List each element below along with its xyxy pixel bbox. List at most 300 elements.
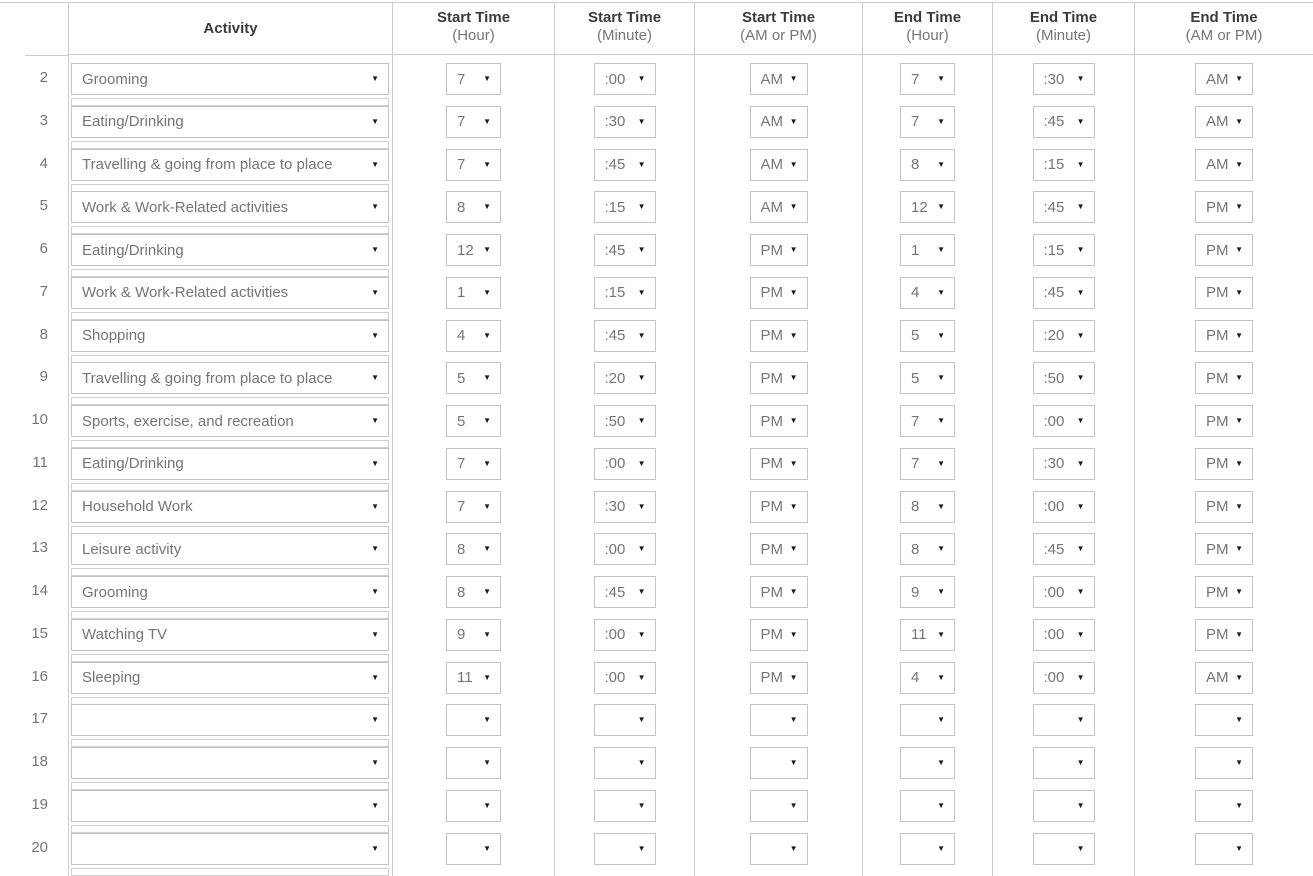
end-ampm-select[interactable]: [1195, 320, 1253, 352]
start-minute-select[interactable]: [594, 533, 656, 565]
start-hour-select-value: 5: [457, 412, 466, 430]
column-header-label: End Time: [1029, 9, 1098, 26]
dropdown-arrow-icon: ▼: [937, 800, 945, 810]
dropdown-arrow-icon: ▼: [371, 159, 379, 169]
activity-select[interactable]: [71, 491, 389, 523]
start-minute-select[interactable]: [594, 790, 656, 822]
end-minute-cell: [993, 611, 1135, 654]
start-hour-cell: [393, 141, 555, 184]
start-hour-cell: [393, 55, 555, 98]
dropdown-arrow-icon: ▼: [937, 116, 945, 126]
dropdown-arrow-icon: ▼: [483, 758, 491, 767]
dropdown-arrow-icon: ▼: [637, 501, 646, 511]
start-minute-column-header: [555, 3, 695, 55]
end-minute-select-value: :00: [1043, 498, 1065, 515]
start-ampm-select[interactable]: [750, 833, 808, 865]
dropdown-arrow-icon: ▼: [637, 458, 646, 468]
activity-cell: [69, 141, 393, 184]
end-ampm-cell: [1135, 782, 1313, 825]
activity-select[interactable]: [71, 662, 389, 694]
dropdown-arrow-icon: ▼: [937, 843, 945, 853]
end-minute-select[interactable]: [1033, 405, 1095, 437]
end-ampm-cell: [1135, 525, 1313, 568]
dropdown-arrow-icon: ▼: [1076, 159, 1085, 169]
start-ampm-select[interactable]: [750, 191, 808, 223]
activity-select[interactable]: [71, 320, 389, 352]
activity-select[interactable]: [71, 833, 389, 865]
dropdown-arrow-icon: ▼: [789, 287, 798, 297]
column-header-sublabel: (AM or PM): [740, 27, 817, 44]
end-hour-cell: [863, 825, 993, 868]
activity-cell: [69, 611, 393, 654]
column-header-sublabel: (Hour): [452, 27, 495, 44]
start-minute-select-value: :45: [604, 241, 626, 259]
end-hour-select[interactable]: [900, 191, 955, 223]
dropdown-arrow-icon: ▼: [637, 245, 646, 254]
dropdown-arrow-icon: ▼: [937, 629, 945, 639]
end-ampm-select[interactable]: [1195, 576, 1253, 608]
start-hour-select[interactable]: [446, 234, 501, 266]
end-hour-cell: [863, 226, 993, 269]
start-hour-select[interactable]: [446, 448, 501, 480]
end-ampm-select-value: PM: [1206, 369, 1229, 387]
column-header-label: Start Time: [587, 9, 662, 26]
dropdown-arrow-icon: ▼: [371, 800, 379, 810]
activity-cell: [69, 183, 393, 226]
start-ampm-cell: [695, 483, 863, 526]
start-ampm-column-header: [695, 3, 863, 55]
end-hour-select[interactable]: [900, 533, 955, 565]
dropdown-arrow-icon: ▼: [789, 629, 798, 639]
start-hour-select[interactable]: [446, 405, 501, 437]
dropdown-arrow-icon: ▼: [483, 501, 491, 511]
end-hour-select[interactable]: [900, 790, 955, 822]
end-hour-select-value: 5: [911, 327, 920, 344]
dropdown-arrow-icon: ▼: [1235, 416, 1243, 425]
dropdown-arrow-icon: ▼: [789, 544, 798, 554]
start-ampm-cell: [695, 782, 863, 825]
dropdown-arrow-icon: ▼: [937, 287, 945, 297]
start-ampm-select[interactable]: [750, 149, 808, 181]
start-hour-select[interactable]: [446, 63, 501, 95]
dropdown-arrow-icon: ▼: [371, 587, 379, 596]
start-hour-select-value: 8: [457, 583, 466, 601]
end-minute-cell: [993, 226, 1135, 269]
start-hour-select[interactable]: [446, 491, 501, 523]
end-hour-select[interactable]: [900, 405, 955, 437]
end-minute-select[interactable]: [1033, 149, 1095, 181]
filler-cell: [993, 867, 1135, 876]
dropdown-arrow-icon: ▼: [483, 116, 491, 126]
activity-cell: [69, 269, 393, 312]
activity-select[interactable]: [71, 362, 389, 394]
start-hour-select[interactable]: [446, 833, 501, 865]
dropdown-arrow-icon: ▼: [637, 800, 646, 810]
start-hour-select[interactable]: [446, 619, 501, 651]
end-hour-select[interactable]: [900, 576, 955, 608]
row-number: 15: [0, 611, 69, 654]
end-minute-select[interactable]: [1033, 63, 1095, 95]
start-minute-cell: [555, 611, 695, 654]
start-ampm-select-value: AM: [760, 113, 783, 131]
row-number: 16: [0, 654, 69, 697]
start-hour-select[interactable]: [446, 790, 501, 822]
activity-cell: [69, 354, 393, 397]
end-hour-select-value: 11: [911, 626, 927, 644]
start-ampm-select[interactable]: [750, 448, 808, 480]
start-minute-cell: [555, 141, 695, 184]
start-minute-select[interactable]: [594, 491, 656, 523]
next-row-partial-cell: [69, 867, 393, 876]
end-ampm-select[interactable]: [1195, 662, 1253, 694]
dropdown-arrow-icon: ▼: [483, 245, 491, 254]
end-ampm-cell: [1135, 312, 1313, 355]
activity-cell: [69, 696, 393, 739]
end-ampm-select[interactable]: [1195, 704, 1253, 736]
dropdown-arrow-icon: ▼: [937, 458, 945, 468]
end-ampm-select[interactable]: [1195, 362, 1253, 394]
start-minute-select[interactable]: [594, 405, 656, 437]
dropdown-arrow-icon: ▼: [637, 843, 646, 853]
start-ampm-cell: [695, 568, 863, 611]
start-ampm-select-value: PM: [760, 540, 783, 558]
dropdown-arrow-icon: ▼: [789, 74, 798, 83]
start-minute-select[interactable]: [594, 747, 656, 779]
start-minute-select[interactable]: [594, 619, 656, 651]
start-hour-select[interactable]: [446, 747, 501, 779]
end-hour-select[interactable]: [900, 362, 955, 394]
end-ampm-select[interactable]: [1195, 448, 1253, 480]
dropdown-arrow-icon: ▼: [483, 672, 491, 682]
dropdown-arrow-icon: ▼: [1076, 373, 1085, 383]
end-ampm-cell: [1135, 739, 1313, 782]
start-ampm-select[interactable]: [750, 533, 808, 565]
end-ampm-select[interactable]: [1195, 63, 1253, 95]
start-ampm-select[interactable]: [750, 63, 808, 95]
end-minute-select[interactable]: [1033, 491, 1095, 523]
start-ampm-select[interactable]: [750, 234, 808, 266]
start-minute-select[interactable]: [594, 320, 656, 352]
end-ampm-select-value: PM: [1206, 327, 1229, 344]
dropdown-arrow-icon: ▼: [937, 587, 945, 596]
start-ampm-select[interactable]: [750, 277, 808, 309]
start-ampm-cell: [695, 312, 863, 355]
start-ampm-cell: [695, 440, 863, 483]
row-number: 8: [0, 312, 69, 355]
column-header-sublabel: (Minute): [596, 27, 652, 44]
activity-cell: [69, 654, 393, 697]
dropdown-arrow-icon: ▼: [1235, 245, 1243, 254]
end-hour-select[interactable]: [900, 833, 955, 865]
start-ampm-cell: [695, 611, 863, 654]
end-hour-select[interactable]: [900, 106, 955, 138]
start-ampm-select[interactable]: [750, 662, 808, 694]
start-ampm-select-value: PM: [760, 327, 783, 344]
dropdown-arrow-icon: ▼: [1235, 587, 1243, 596]
start-ampm-cell: [695, 98, 863, 141]
activity-select-value: Work & Work-Related activities: [82, 198, 289, 216]
end-hour-select-value: 1: [911, 241, 920, 259]
start-hour-select[interactable]: [446, 149, 501, 181]
dropdown-arrow-icon: ▼: [1076, 245, 1085, 254]
end-hour-select[interactable]: [900, 662, 955, 694]
start-minute-select[interactable]: [594, 234, 656, 266]
end-minute-select-value: :00: [1043, 669, 1065, 686]
start-hour-select[interactable]: [446, 362, 501, 394]
activity-cell: [69, 483, 393, 526]
dropdown-arrow-icon: ▼: [371, 116, 379, 126]
dropdown-arrow-icon: ▼: [789, 800, 798, 810]
start-minute-cell: [555, 312, 695, 355]
activity-select[interactable]: [71, 63, 389, 95]
start-minute-select-value: :30: [604, 498, 626, 515]
end-minute-select[interactable]: [1033, 747, 1095, 779]
start-hour-cell: [393, 654, 555, 697]
dropdown-arrow-icon: ▼: [1076, 800, 1085, 810]
end-hour-select[interactable]: [900, 704, 955, 736]
end-ampm-select[interactable]: [1195, 277, 1253, 309]
filler-cell: [393, 867, 555, 876]
start-ampm-cell: [695, 183, 863, 226]
start-hour-cell: [393, 611, 555, 654]
end-minute-cell: [993, 440, 1135, 483]
end-hour-select[interactable]: [900, 491, 955, 523]
dropdown-arrow-icon: ▼: [371, 416, 379, 425]
start-hour-select[interactable]: [446, 320, 501, 352]
start-hour-select-value: 7: [457, 156, 466, 173]
end-hour-cell: [863, 98, 993, 141]
dropdown-arrow-icon: ▼: [371, 287, 379, 297]
dropdown-arrow-icon: ▼: [483, 843, 491, 853]
activity-select-value: Household Work: [82, 498, 193, 515]
end-hour-cell: [863, 312, 993, 355]
dropdown-arrow-icon: ▼: [637, 287, 646, 297]
start-hour-select[interactable]: [446, 106, 501, 138]
end-ampm-select[interactable]: [1195, 106, 1253, 138]
dropdown-arrow-icon: ▼: [1076, 116, 1085, 126]
start-ampm-cell: [695, 141, 863, 184]
end-hour-select[interactable]: [900, 63, 955, 95]
end-ampm-select-value: AM: [1206, 113, 1229, 131]
end-ampm-select[interactable]: [1195, 191, 1253, 223]
end-minute-cell: [993, 183, 1135, 226]
activity-select[interactable]: [71, 533, 389, 565]
dropdown-arrow-icon: ▼: [789, 245, 798, 254]
start-ampm-select-value: PM: [760, 583, 783, 601]
start-minute-cell: [555, 397, 695, 440]
end-minute-select[interactable]: [1033, 576, 1095, 608]
end-minute-select[interactable]: [1033, 662, 1095, 694]
end-ampm-select[interactable]: [1195, 491, 1253, 523]
end-ampm-select-value: AM: [1206, 669, 1229, 686]
end-minute-select[interactable]: [1033, 277, 1095, 309]
start-minute-select[interactable]: [594, 149, 656, 181]
end-ampm-select[interactable]: [1195, 619, 1253, 651]
dropdown-arrow-icon: ▼: [789, 373, 798, 383]
end-ampm-select[interactable]: [1195, 747, 1253, 779]
start-hour-select[interactable]: [446, 277, 501, 309]
end-minute-cell: [993, 654, 1135, 697]
start-ampm-select[interactable]: [750, 576, 808, 608]
start-minute-select-value: :15: [604, 198, 626, 216]
end-ampm-select[interactable]: [1195, 405, 1253, 437]
dropdown-arrow-icon: ▼: [371, 245, 379, 254]
start-minute-select[interactable]: [594, 362, 656, 394]
end-hour-select-value: 7: [911, 412, 920, 430]
end-ampm-select[interactable]: [1195, 790, 1253, 822]
activity-select[interactable]: [71, 790, 389, 822]
start-ampm-select[interactable]: [750, 619, 808, 651]
end-hour-select-value: 4: [911, 669, 920, 686]
end-hour-cell: [863, 696, 993, 739]
end-hour-cell: [863, 654, 993, 697]
dropdown-arrow-icon: ▼: [1235, 843, 1243, 853]
start-ampm-select[interactable]: [750, 491, 808, 523]
end-ampm-select[interactable]: [1195, 833, 1253, 865]
end-hour-cell: [863, 568, 993, 611]
start-ampm-select-value: PM: [760, 455, 783, 473]
start-hour-select-value: 11: [457, 669, 473, 686]
start-hour-select-value: 12: [457, 241, 474, 259]
end-minute-select[interactable]: [1033, 234, 1095, 266]
end-hour-select-value: 7: [911, 70, 920, 88]
activity-select[interactable]: [71, 704, 389, 736]
start-hour-select[interactable]: [446, 662, 501, 694]
start-ampm-select[interactable]: [750, 405, 808, 437]
end-ampm-select[interactable]: [1195, 234, 1253, 266]
start-ampm-select[interactable]: [750, 790, 808, 822]
start-ampm-select[interactable]: [750, 747, 808, 779]
start-minute-select[interactable]: [594, 833, 656, 865]
end-hour-cell: [863, 611, 993, 654]
start-minute-select-value: :20: [604, 369, 626, 387]
start-minute-select[interactable]: [594, 576, 656, 608]
row-number: 4: [0, 141, 69, 184]
dropdown-arrow-icon: ▼: [1235, 458, 1243, 468]
start-minute-cell: [555, 739, 695, 782]
dropdown-arrow-icon: ▼: [1076, 74, 1085, 83]
activity-select[interactable]: [71, 405, 389, 437]
end-ampm-column-header: [1135, 3, 1313, 55]
dropdown-arrow-icon: ▼: [637, 758, 646, 767]
end-ampm-select[interactable]: [1195, 149, 1253, 181]
start-ampm-select[interactable]: [750, 320, 808, 352]
activity-select[interactable]: [71, 576, 389, 608]
end-ampm-select-value: AM: [1206, 156, 1229, 173]
start-minute-select-value: :15: [604, 284, 626, 302]
end-minute-select[interactable]: [1033, 533, 1095, 565]
end-minute-select[interactable]: [1033, 704, 1095, 736]
end-minute-select[interactable]: [1033, 362, 1095, 394]
start-minute-select[interactable]: [594, 63, 656, 95]
start-minute-select-value: :30: [604, 113, 626, 131]
end-hour-select[interactable]: [900, 448, 955, 480]
start-ampm-cell: [695, 226, 863, 269]
end-ampm-select[interactable]: [1195, 533, 1253, 565]
end-minute-cell: [993, 525, 1135, 568]
dropdown-arrow-icon: ▼: [483, 330, 491, 340]
activity-select[interactable]: [71, 234, 389, 266]
start-minute-select[interactable]: [594, 191, 656, 223]
dropdown-arrow-icon: ▼: [1235, 501, 1243, 511]
start-hour-select[interactable]: [446, 191, 501, 223]
activity-select[interactable]: [71, 448, 389, 480]
start-hour-select[interactable]: [446, 576, 501, 608]
end-minute-select[interactable]: [1033, 191, 1095, 223]
start-hour-column-header: [393, 3, 555, 55]
activity-select[interactable]: [71, 106, 389, 138]
dropdown-arrow-icon: ▼: [637, 672, 646, 682]
activity-select[interactable]: [71, 191, 389, 223]
start-hour-select[interactable]: [446, 533, 501, 565]
end-ampm-cell: [1135, 55, 1313, 98]
end-hour-select-value: 8: [911, 498, 920, 515]
start-minute-cell: [555, 55, 695, 98]
start-minute-cell: [555, 825, 695, 868]
start-minute-select[interactable]: [594, 704, 656, 736]
dropdown-arrow-icon: ▼: [1076, 202, 1085, 212]
end-hour-select[interactable]: [900, 234, 955, 266]
end-minute-cell: [993, 141, 1135, 184]
end-minute-select[interactable]: [1033, 320, 1095, 352]
dropdown-arrow-icon: ▼: [483, 715, 491, 725]
dropdown-arrow-icon: ▼: [789, 416, 798, 425]
end-minute-cell: [993, 568, 1135, 611]
end-hour-select-value: 7: [911, 455, 920, 473]
end-minute-select[interactable]: [1033, 833, 1095, 865]
end-hour-column-header: [863, 3, 993, 55]
activity-select-value: Grooming: [82, 583, 148, 601]
row-number: 11: [0, 440, 69, 483]
start-minute-select[interactable]: [594, 448, 656, 480]
end-minute-select[interactable]: [1033, 619, 1095, 651]
row-number: 3: [0, 98, 69, 141]
activity-select[interactable]: [71, 277, 389, 309]
end-minute-select[interactable]: [1033, 448, 1095, 480]
dropdown-arrow-icon: ▼: [371, 458, 379, 468]
end-hour-select[interactable]: [900, 320, 955, 352]
activity-cell: [69, 226, 393, 269]
end-hour-select-value: 8: [911, 540, 920, 558]
end-minute-cell: [993, 269, 1135, 312]
end-ampm-cell: [1135, 483, 1313, 526]
dropdown-arrow-icon: ▼: [789, 159, 798, 169]
start-ampm-cell: [695, 397, 863, 440]
start-minute-cell: [555, 183, 695, 226]
start-hour-select[interactable]: [446, 704, 501, 736]
end-hour-select[interactable]: [900, 277, 955, 309]
end-hour-select[interactable]: [900, 149, 955, 181]
start-ampm-select[interactable]: [750, 362, 808, 394]
end-minute-select[interactable]: [1033, 790, 1095, 822]
activity-select[interactable]: [71, 619, 389, 651]
dropdown-arrow-icon: ▼: [1076, 843, 1085, 853]
activity-select-value: Shopping: [82, 327, 146, 344]
activity-select[interactable]: [71, 149, 389, 181]
dropdown-arrow-icon: ▼: [637, 587, 646, 596]
start-ampm-select[interactable]: [750, 106, 808, 138]
end-minute-select[interactable]: [1033, 106, 1095, 138]
start-ampm-select[interactable]: [750, 704, 808, 736]
end-hour-select[interactable]: [900, 747, 955, 779]
activity-select[interactable]: [71, 747, 389, 779]
dropdown-arrow-icon: ▼: [1235, 758, 1243, 767]
start-minute-select[interactable]: [594, 106, 656, 138]
end-hour-select[interactable]: [900, 619, 955, 651]
dropdown-arrow-icon: ▼: [937, 715, 945, 725]
start-minute-select[interactable]: [594, 662, 656, 694]
start-minute-select[interactable]: [594, 277, 656, 309]
